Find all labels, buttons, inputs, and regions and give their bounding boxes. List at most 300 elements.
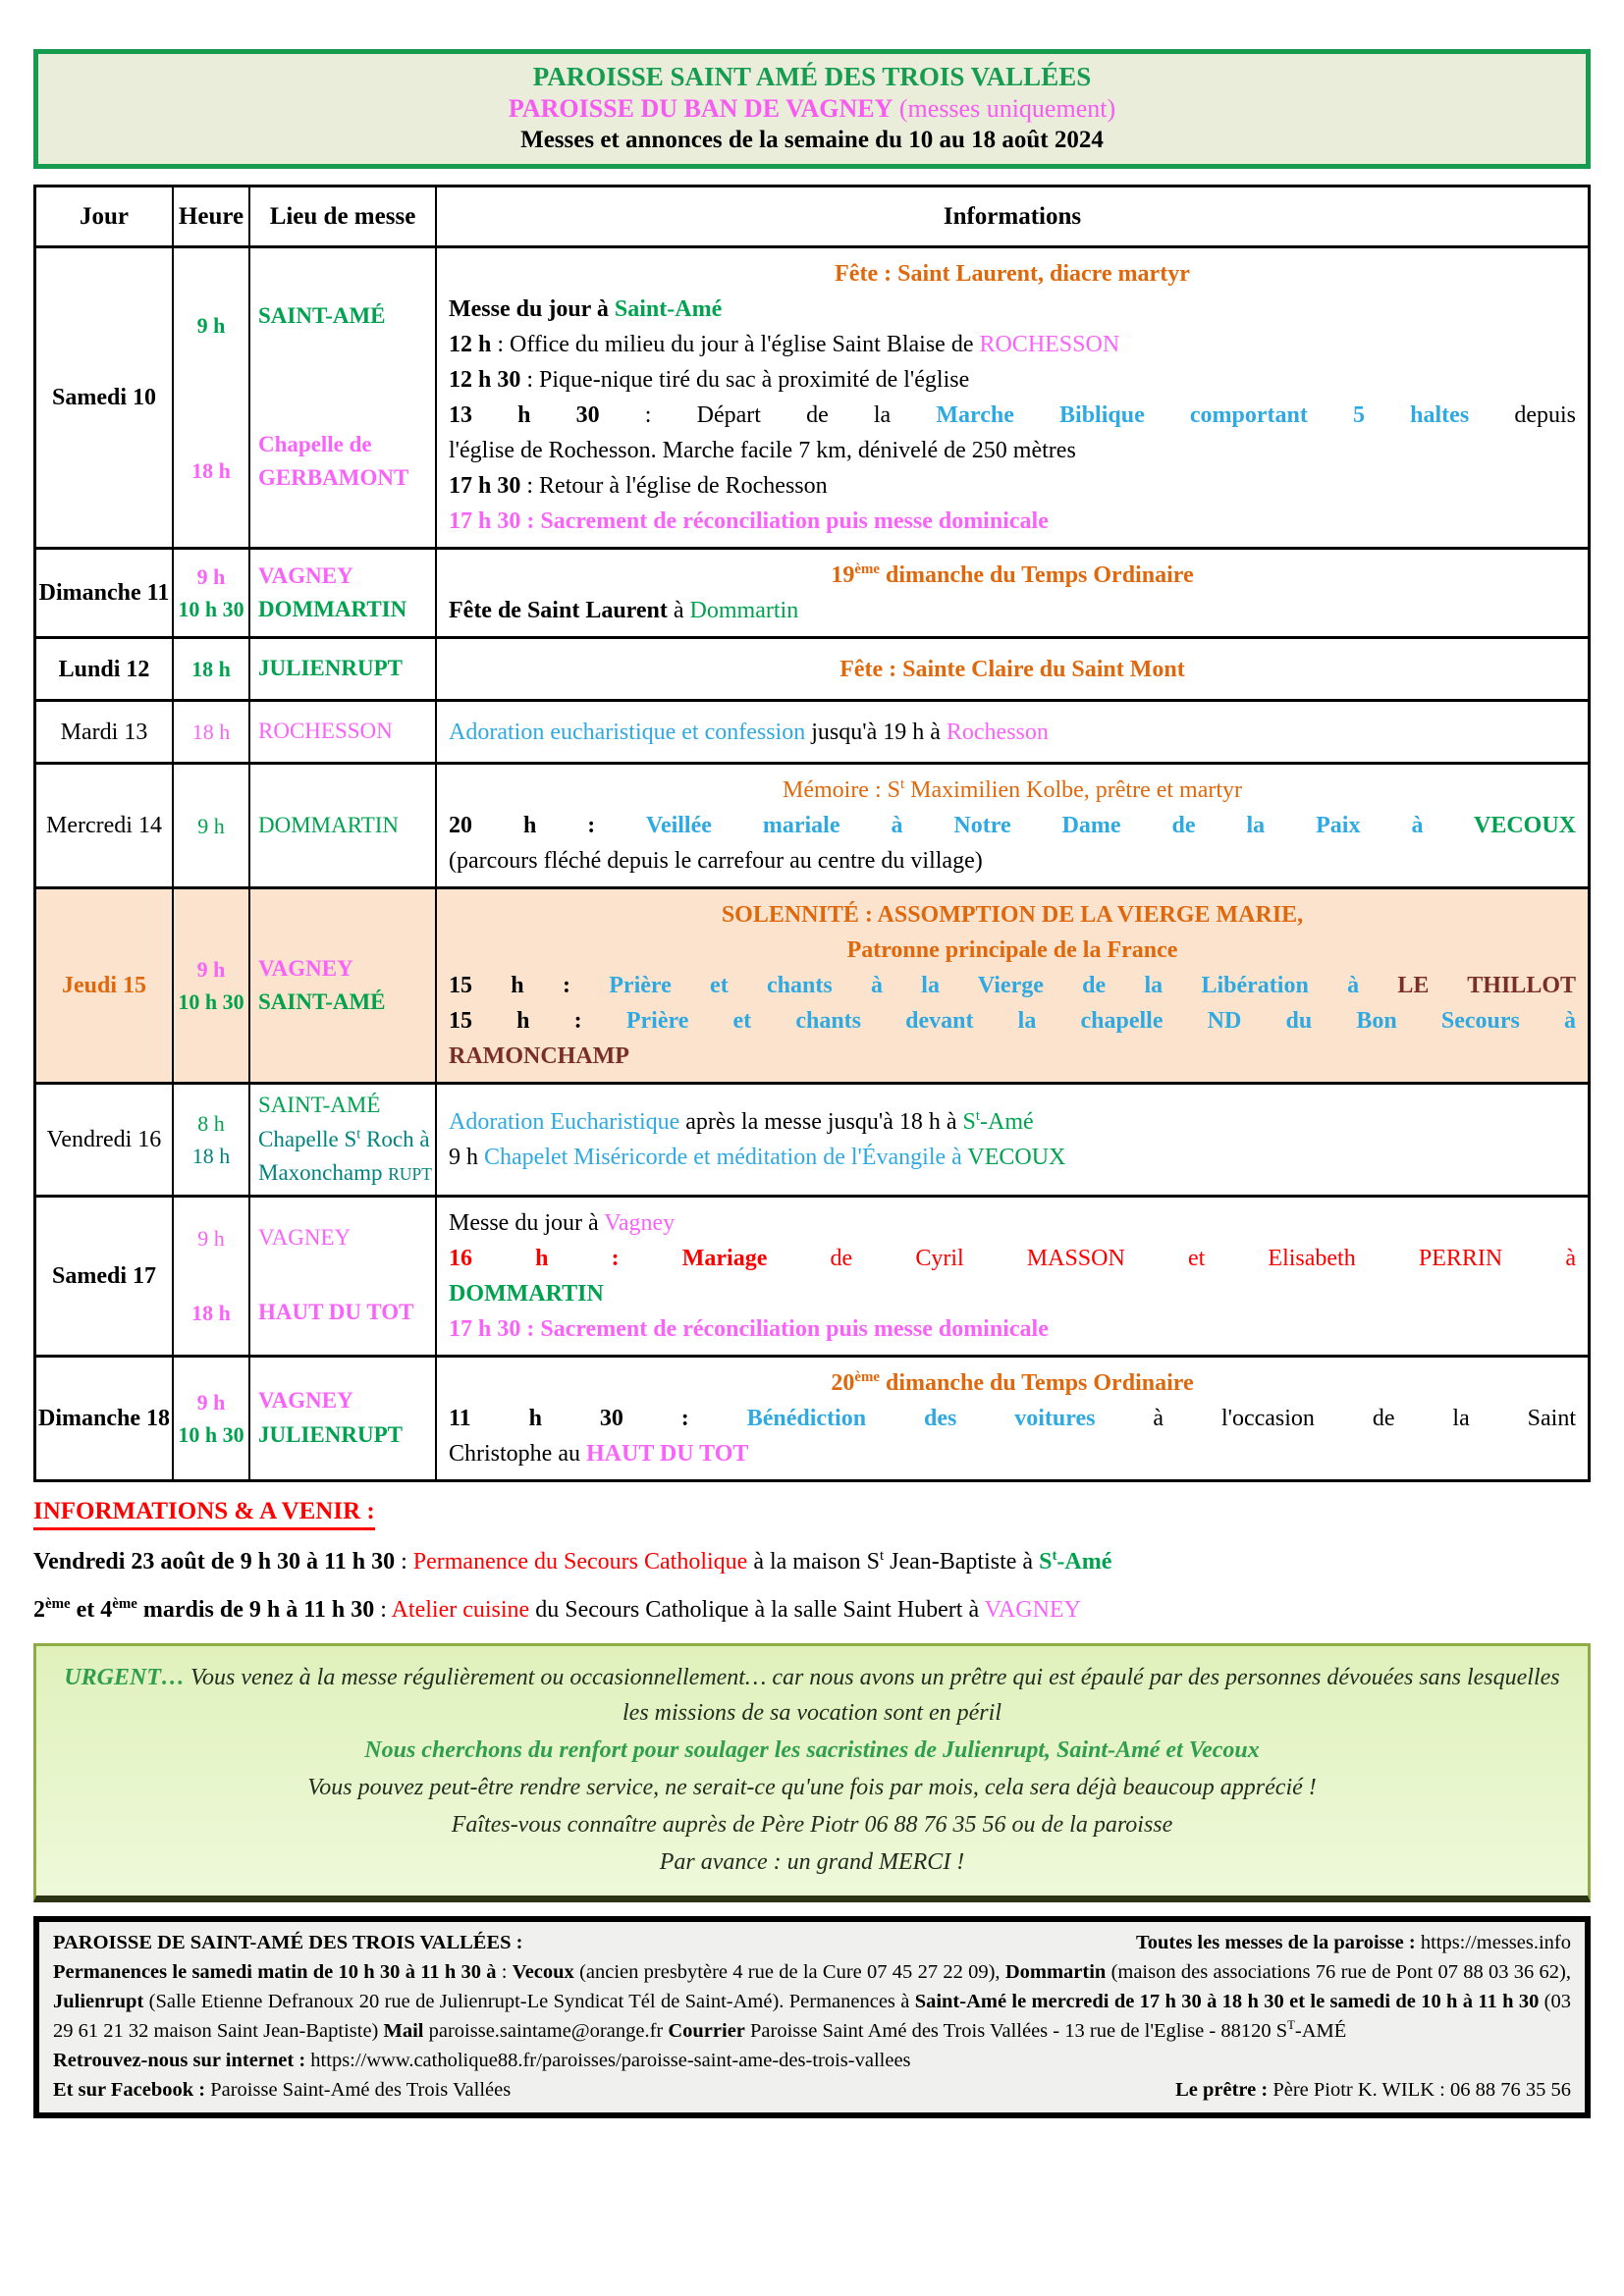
text-line [449,256,1576,292]
text-line [449,1039,1576,1074]
text-segment: 10 h 30 [178,1421,244,1447]
text-segment: Messe du jour à [449,296,615,322]
text-segment: Paroisse Saint-Amé des Trois Vallées [205,2079,512,2102]
text-line [178,986,244,1018]
schedule-row [36,765,1588,889]
text-segment: SAINT-AMÉ [258,989,386,1014]
text-segment: 18 h [191,657,231,681]
text-line [449,1241,1576,1276]
text-line [449,897,1576,933]
schedule-row [36,248,1588,550]
footer-row1 [53,1928,1571,1957]
header-box [33,49,1591,169]
text-segment: T [1287,2018,1295,2033]
text-line [449,933,1576,968]
text-segment: 11 h 30 : [449,1405,747,1431]
schedule-header-row [36,187,1588,248]
text-segment: 17 h 30 : Sacrement de réconciliation puis messe dominicale [449,508,1049,534]
place-entry [258,560,433,594]
infos-title: INFORMATIONS & A VENIR : [33,1498,375,1530]
place-entry [258,299,433,334]
info-cell [437,765,1588,886]
text-line [258,461,433,496]
hour-cell [174,639,250,699]
text-line [449,1436,1576,1471]
text-line [38,1401,170,1436]
infos-lines [33,1546,1591,1628]
text-segment: 12 h [449,332,492,357]
text-segment: Atelier cuisine [391,1597,530,1624]
text-line [192,1140,231,1172]
text-segment: Bénédiction des voitures [746,1405,1096,1431]
text-segment: Chapelle S [258,1126,357,1151]
text-line [449,1205,1576,1241]
text-segment: depuis [1469,402,1576,428]
text-segment: 17 h 30 : Sacrement de réconciliation puis messe dominicale [449,1315,1049,1342]
day-cell [36,550,174,636]
text-line [449,593,1576,628]
text-segment: RUPT [388,1164,432,1184]
place-entry [258,986,433,1020]
infos-section [33,1498,1591,1628]
text-line [449,1365,1576,1401]
text-line [62,1733,1562,1768]
place-entry [258,1089,433,1123]
text-segment: (maison des associations 76 rue de Pont 07 88 03 36 62), [1106,1960,1571,1983]
place-entry [258,1296,433,1330]
text-segment: 18 h [191,1301,231,1325]
text-segment: t [879,1547,885,1564]
text-line [449,1140,1576,1175]
text-segment: Samedi 17 [51,1262,156,1289]
text-segment: https://www.catholique88.fr/paroisses/paroisse-saint-ame-des-trois-vallees [305,2050,911,2072]
text-segment: HAUT DU TOT [585,1440,749,1467]
text-segment: SAINT-AMÉ [258,1093,381,1117]
text-segment: VAGNEY [258,1225,352,1251]
info-cell [437,639,1588,699]
text-segment: 20 [831,1369,855,1396]
text-line [61,715,148,750]
text-segment: t [975,1107,981,1124]
text-segment: Maxonchamp [258,1160,389,1185]
hour-cell [174,1358,250,1479]
text-segment: SOLENNITÉ : ASSOMPTION DE LA VIERGE MARIE, [721,902,1304,928]
footer-facebook [53,2075,511,2105]
text-segment: Permanences le samedi matin de 10 h 30 à 11 h 30 à [53,1960,497,1983]
text-line [62,1660,1562,1731]
hour-cell [174,248,250,547]
text-line [258,952,433,987]
footer-permanences [53,1957,1571,2046]
text-segment: 9 h [197,813,225,838]
footer-masses-link [1136,1928,1571,1957]
text-segment: Faîtes-vous connaître auprès de Père Piotr 06 88 76 35 56 ou de la paroisse [451,1811,1173,1838]
text-line [449,1104,1576,1140]
text-line [258,1384,433,1418]
day-cell [36,248,174,547]
text-line [258,299,433,334]
column-header-informations: Informations [943,202,1082,230]
text-segment: 9 h [197,1226,225,1251]
footer-priest [1175,2075,1571,2105]
text-segment: JULIENRUPT [258,656,403,681]
text-segment: Dommartin [1004,1960,1107,1983]
text-line [59,652,150,687]
text-line [258,1221,433,1255]
text-line [258,428,433,462]
text-line [197,1222,225,1255]
text-segment: 15 h : [449,1008,626,1034]
text-line [258,560,433,594]
day-cell [36,702,174,762]
text-segment: : Retour à l'église de Rochesson [520,473,828,499]
text-segment: Fête : Saint Laurent, diacre martyr [835,261,1190,287]
text-segment: ROCHESSON [258,719,393,744]
place-cell [250,1358,437,1479]
text-line [197,309,226,342]
day-cell [36,1085,174,1195]
schedule-table [33,185,1591,1482]
text-segment: Patronne principale de la France [846,937,1178,963]
text-line [449,468,1576,504]
text-segment: Retrouvez-nous sur internet : [53,2050,306,2072]
place-entry [258,1221,433,1255]
text-segment: Vecoux [512,1960,574,1983]
text-segment: 8 h [197,1110,225,1136]
hour-cell [174,702,250,762]
text-segment: Jeudi 15 [61,973,146,998]
text-line [52,1258,156,1294]
text-line [258,809,433,843]
text-segment: 9 h [196,957,226,982]
column-header-lieu: Lieu de messe [250,187,437,245]
text-segment: 15 h : [449,973,610,998]
text-line [449,292,1576,327]
text-segment: Adoration Eucharistique [449,1108,680,1135]
text-segment: Fête : Sainte Claire du Saint Mont [839,656,1185,682]
place-entry [258,952,433,987]
info-cell [437,550,1588,636]
text-segment: Mémoire : S [782,777,900,803]
text-segment: (Salle Etienne Defranoux 20 rue de Julienrupt-Le Syndicat Tél de Saint-Amé). Permanences à [143,1990,915,2012]
place-cell [250,889,437,1082]
text-segment: (parcours fléché depuis le carrefour au centre du village) [449,848,983,874]
text-segment: Samedi 10 [51,385,156,410]
text-segment: ème [112,1596,137,1613]
text-line [178,593,244,625]
text-segment: 16 h : Mariage [449,1245,768,1271]
text-segment: Chapelet Miséricorde et méditation de l'Évangile à [484,1144,968,1170]
text-segment: S [1039,1548,1053,1575]
text-segment: Vendredi 16 [46,1126,162,1152]
text-line [197,1107,225,1140]
text-segment: dimanche du Temps Ordinaire [879,562,1194,588]
text-segment: DOMMARTIN [449,1280,604,1307]
text-segment: Dimanche 18 [38,1405,170,1431]
hour-cell [174,1198,250,1355]
text-line [197,810,225,842]
day-cell [36,1198,174,1355]
text-segment: Rochesson [946,719,1049,745]
text-segment: Roch à [360,1126,430,1151]
text-segment: https://messes.info [1415,1931,1571,1953]
text-line [39,575,170,611]
text-segment: Prière et chants à la Vierge de la Libération à [609,973,1398,998]
text-segment: : Office du milieu du jour à l'église Saint Blaise de [491,332,980,357]
text-segment: 20 h : [449,813,646,838]
place-cell [250,248,437,547]
text-segment: S [962,1108,976,1135]
text-segment: PAROISSE DE SAINT-AMÉ DES TROIS VALLÉES : [53,1931,523,1953]
text-segment: Dimanche 11 [38,580,170,606]
text-line [258,715,433,749]
place-entry [258,1384,433,1418]
schedule-row [36,1198,1588,1358]
parish-subtitle [48,94,1576,124]
text-segment: Et sur Facebook : [53,2079,206,2102]
text-line [46,808,162,843]
text-segment: ème [45,1596,71,1613]
column-header-heure: Heure [174,187,250,245]
text-line [33,1594,1591,1628]
text-segment: ème [854,561,880,577]
text-segment: JULIENRUPT [258,1421,403,1447]
day-cell [36,889,174,1082]
text-line [62,1770,1562,1805]
place-cell [250,765,437,886]
text-line [52,380,156,415]
text-segment: VAGNEY [258,955,353,981]
place-entry [258,428,433,496]
text-line [191,653,231,685]
text-segment: jusqu'à 19 h à [805,719,947,745]
text-line [449,398,1576,433]
parish-subtitle-main: PAROISSE DU BAN DE VAGNEY [508,94,893,123]
schedule-row [36,889,1588,1085]
place-entry [258,715,433,749]
day-cell [36,765,174,886]
info-cell [437,248,1588,547]
text-line [449,808,1576,843]
text-segment: Saint-Amé le mercredi de 17 h 30 à 18 h 30 et le samedi de 10 h à 11 h 30 [914,1990,1540,2012]
text-segment: (ancien presbytère 4 rue de la Cure 07 45 27 22 09), [573,1960,1005,1983]
place-entry [258,809,433,843]
text-segment: Fête de Saint Laurent [449,598,668,623]
footer-row4 [53,2075,1571,2105]
text-segment: Mercredi 14 [46,813,162,838]
hour-cell [174,889,250,1082]
text-segment: du Secours Catholique à la salle Saint Hubert à [529,1597,985,1624]
text-segment: à la maison S [747,1548,880,1575]
text-segment: HAUT DU TOT [258,1300,414,1325]
text-line [449,968,1576,1003]
text-segment: DOMMARTIN [258,597,407,621]
text-segment: Julienrupt [53,1990,144,2012]
text-segment: VECOUX [967,1144,1066,1170]
place-cell [250,639,437,699]
text-line [449,715,1576,750]
text-segment: Messe du jour à [449,1209,605,1236]
text-line [192,716,231,748]
text-segment: Père Piotr K. WILK : 06 88 76 35 56 [1268,2079,1571,2102]
text-segment: ROCHESSON [979,332,1120,357]
text-segment: Maximilien Kolbe, prêtre et martyr [904,777,1243,803]
text-segment: 9 h [196,1389,226,1415]
place-entry [258,1123,433,1191]
text-segment: Christophe au [449,1440,586,1467]
text-line [178,1418,244,1451]
text-segment: Dommartin [689,598,799,623]
text-segment: à l'occasion de la Saint [1095,1405,1577,1431]
text-line [258,1089,433,1123]
text-segment: de Cyril MASSON et Elisabeth PERRIN à [767,1245,1577,1271]
schedule-row [36,550,1588,639]
text-segment: Marche Biblique comportant 5 haltes [936,402,1470,428]
parish-subtitle-note: (messes uniquement) [893,94,1116,123]
text-segment: Le prêtre : [1175,2079,1269,2102]
place-cell [250,1198,437,1355]
text-segment: : Pique-nique tiré du sac à proximité de l'église [520,367,970,393]
text-line [33,1546,1591,1579]
text-line [258,1418,433,1453]
place-cell [250,1085,437,1195]
footer-website [53,2046,1571,2075]
text-line [258,1156,433,1191]
text-segment: VAGNEY [258,1388,353,1413]
text-segment: et 4 [70,1597,113,1624]
text-line [449,327,1576,362]
schedule-row [36,1358,1588,1479]
schedule-row [36,702,1588,765]
text-line [449,362,1576,398]
text-segment: mardis de 9 h à 11 h 30 [136,1597,375,1624]
text-segment: Vagney [604,1209,676,1236]
info-cell [437,1358,1588,1479]
text-line [258,1123,433,1157]
text-segment: dimanche du Temps Ordinaire [879,1369,1194,1396]
text-segment: Chapelle de [258,431,372,456]
text-segment: t [899,776,905,792]
text-segment: 9 h [196,564,226,589]
text-segment: l'église de Rochesson. Marche facile 7 km, dénivelé de 250 mètres [449,438,1076,463]
text-segment: Veillée mariale à Notre Dame de la Paix à [645,813,1474,838]
text-segment: Prière et chants devant la chapelle ND du Bon Secours à [625,1008,1577,1034]
info-cell [437,702,1588,762]
text-line [62,1807,1562,1842]
hour-cell [174,550,250,636]
hour-cell [174,1085,250,1195]
text-segment: ème [854,1368,880,1385]
text-segment: RAMONCHAMP [449,1043,629,1069]
text-line [449,1003,1576,1039]
text-segment: Paroisse Saint Amé des Trois Vallées - 13 rue de l'Eglise - 88120 S [744,2020,1288,2043]
text-segment: GERBAMONT [258,465,409,491]
text-segment: 10 h 30 [178,597,244,621]
schedule-row [36,639,1588,702]
footer-parish-name [53,1928,523,1957]
text-line [258,652,433,686]
text-segment: à [667,598,690,623]
text-line [62,968,146,1003]
text-line [197,953,226,986]
text-segment: 13 h 30 [449,402,600,428]
text-segment: Toutes les messes de la paroisse : [1135,1931,1416,1953]
hour-cell [174,765,250,886]
text-line [449,843,1576,879]
text-line [449,1401,1576,1436]
text-segment: VAGNEY [984,1597,1081,1624]
text-line [449,1311,1576,1347]
text-segment: Vendredi 23 août de 9 h 30 à 11 h 30 [33,1548,396,1575]
text-segment: Adoration eucharistique et confession [449,719,806,745]
day-cell [36,639,174,699]
text-segment: : [395,1548,413,1575]
text-segment: 18 h [191,720,231,744]
place-cell [250,550,437,636]
text-segment: : Départ de la [599,402,937,428]
text-segment: 2 [33,1597,45,1624]
text-segment: Mail [383,2020,424,2043]
text-segment: : [496,1960,513,1983]
text-segment: 9 h [196,312,226,338]
parish-title: PAROISSE SAINT AMÉ DES TROIS VALLÉES [532,62,1092,91]
day-cell [36,1358,174,1479]
text-segment: 18 h [191,1143,231,1168]
text-segment: (03 29 61 21 32 maison Saint Jean-Baptiste) [53,1990,1572,2043]
column-header-jour: Jour [36,187,174,245]
text-segment: Par avance : un grand MERCI ! [659,1848,965,1875]
text-line [449,558,1576,593]
text-segment: Vous pouvez peut-être rendre service, ne serait-ce qu'une fois par mois, cela sera déjà beaucoup apprécié ! [307,1774,1317,1800]
text-segment: Lundi 12 [58,656,150,682]
text-segment: -Amé [1056,1548,1112,1575]
text-segment: DOMMARTIN [258,812,400,837]
text-segment: 17 h 30 [449,473,521,499]
place-entry [258,593,433,627]
text-segment: Saint-Amé [614,296,723,322]
text-line [197,1386,226,1418]
text-segment: paroisse.saintame@orange.fr [423,2020,669,2043]
text-segment: Mardi 13 [60,719,148,745]
text-segment: VECOUX [1473,813,1576,838]
text-segment: 18 h [191,457,231,483]
urgent-box [33,1643,1591,1902]
text-segment: 12 h 30 [449,367,521,393]
place-entry [258,1418,433,1453]
text-segment: : [374,1597,392,1624]
week-title: Messes et annonces de la semaine du 10 au 18 août 2024 [520,127,1104,153]
text-line [62,1844,1562,1880]
text-segment: 19 [831,562,855,588]
place-entry [258,652,433,686]
text-segment: après la messe jusqu'à 18 h à [679,1108,963,1135]
text-segment: -Amé [980,1108,1034,1135]
place-cell [250,702,437,762]
text-segment: Jean-Baptiste à [884,1548,1040,1575]
text-segment: VAGNEY [258,562,353,588]
text-segment: t [1052,1547,1057,1564]
info-cell [437,1085,1588,1195]
text-segment: -AMÉ [1294,2020,1347,2043]
text-segment: URGENT… [64,1664,191,1690]
text-line [449,773,1576,808]
text-segment: Permanence du Secours Catholique [412,1548,748,1575]
text-line [191,1297,231,1329]
footer-box [33,1916,1591,2119]
text-segment: 9 h [449,1144,484,1170]
info-cell [437,1198,1588,1355]
text-line [449,652,1576,687]
